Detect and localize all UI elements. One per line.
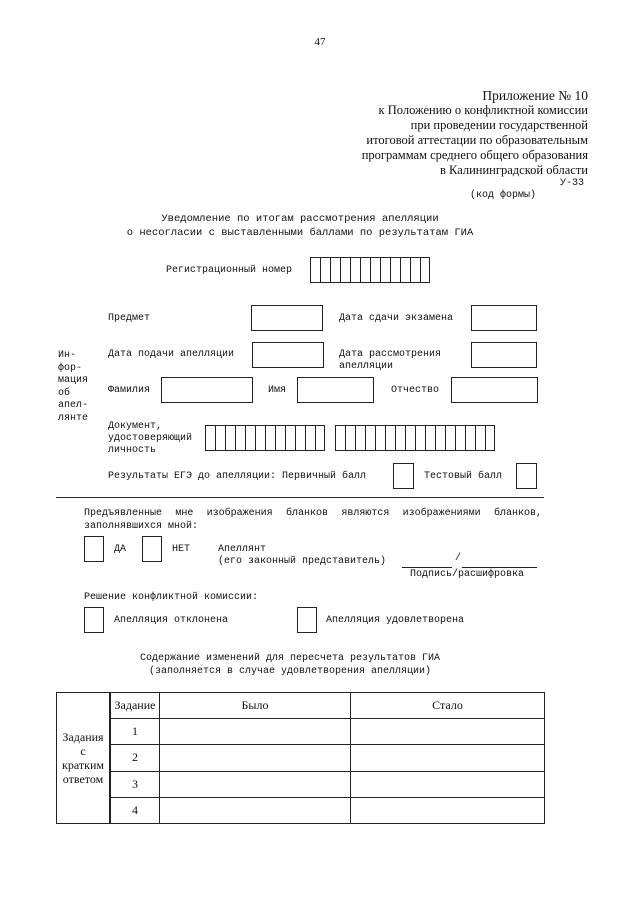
surname-field[interactable] (161, 377, 253, 403)
reg-number-cells[interactable] (310, 257, 430, 283)
test-score-label: Тестовый балл (424, 471, 503, 482)
exam-date-field[interactable] (471, 305, 537, 331)
name-field[interactable] (297, 377, 374, 403)
became-cell[interactable] (351, 797, 545, 823)
was-cell[interactable] (160, 797, 351, 823)
document-number-cells[interactable] (335, 425, 495, 451)
exam-date-label: Дата сдачи экзамена (339, 313, 454, 324)
table-row (57, 797, 545, 823)
was-cell[interactable] (160, 771, 351, 797)
table-row (57, 745, 545, 771)
task-number: 4 (110, 797, 160, 823)
appendix-line: в Калининградской области (440, 163, 588, 177)
primary-score-field[interactable] (393, 463, 414, 489)
row-header: Задания с кратким ответом (57, 693, 111, 824)
review-date-label: Дата рассмотрения апелляции (339, 349, 442, 372)
form-code: У-33 (559, 178, 584, 189)
task-number: 3 (110, 771, 160, 797)
was-cell[interactable] (160, 745, 351, 771)
satisfied-label: Апелляция удовлетворена (326, 615, 465, 626)
appeal-date-field[interactable] (252, 342, 324, 368)
yes-checkbox[interactable] (84, 536, 104, 562)
applicant-info-label: Ин- фор- мация об апел- лянте (58, 350, 89, 424)
signature-line[interactable] (402, 567, 452, 568)
became-cell[interactable] (351, 745, 545, 771)
patronymic-label: Отчество (391, 385, 440, 396)
changes-table (56, 692, 545, 824)
name-label: Имя (268, 385, 287, 396)
images-statement: Предъявленные мне изображения бланков являются изображениями бланков, заполнявшихся мной: (84, 508, 542, 532)
title-line: о несогласии с выставленными баллами по результатам ГИА (126, 227, 474, 239)
form-code-label: (код формы) (469, 190, 536, 201)
signature-slash: / (455, 553, 462, 564)
page-number: 47 (314, 36, 326, 48)
no-checkbox[interactable] (142, 536, 162, 562)
appendix-line: программам среднего общего образования (361, 148, 588, 162)
yes-label: ДА (114, 544, 127, 555)
task-number: 1 (110, 719, 160, 745)
appendix-title: Приложение № 10 (482, 88, 588, 103)
signature-decoding-line[interactable] (462, 567, 537, 568)
form-title (0, 212, 600, 240)
was-cell[interactable] (160, 719, 351, 745)
document-label: Документ, удостоверяющий личность (108, 421, 193, 456)
became-cell[interactable] (351, 771, 545, 797)
review-date-field[interactable] (471, 342, 537, 368)
document-series-cells[interactable] (205, 425, 325, 451)
decision-heading: Решение конфликтной комиссии: (84, 592, 259, 603)
patronymic-field[interactable] (451, 377, 538, 403)
test-score-field[interactable] (516, 463, 537, 489)
results-label: Результаты ЕГЭ до апелляции: Первичный балл (108, 471, 367, 482)
changes-caption-line: (заполняется в случае удовлетворения апелляции) (148, 666, 432, 677)
appendix-line: при проведении государственной (410, 118, 588, 132)
col-became-header: Стало (351, 693, 545, 719)
col-was-header: Было (160, 693, 351, 719)
table-row (57, 719, 545, 745)
col-task-header: Задание (110, 693, 160, 719)
appendix-line: итоговой аттестации по образовательным (366, 133, 588, 147)
surname-label: Фамилия (108, 385, 151, 396)
reg-number-label: Регистрационный номер (166, 265, 293, 276)
appellant-label: Апеллянт (218, 544, 267, 555)
subject-label: Предмет (108, 313, 151, 324)
appendix-line: к Положению о конфликтной комиссии (378, 103, 588, 117)
rejected-checkbox[interactable] (84, 607, 104, 633)
title-line: Уведомление по итогам рассмотрения апелляции (161, 213, 439, 225)
rejected-label: Апелляция отклонена (114, 615, 229, 626)
divider (56, 497, 544, 498)
satisfied-checkbox[interactable] (297, 607, 317, 633)
changes-caption-line: Содержание изменений для пересчета результатов ГИА (139, 653, 441, 664)
table-row (57, 771, 545, 797)
appellant-rep-label: (его законный представитель) (218, 556, 387, 567)
appeal-date-label: Дата подачи апелляции (108, 349, 235, 360)
no-label: НЕТ (172, 544, 191, 555)
changes-caption (0, 652, 580, 678)
subject-field[interactable] (251, 305, 323, 331)
task-number: 2 (110, 745, 160, 771)
became-cell[interactable] (351, 719, 545, 745)
appendix-header (362, 88, 588, 178)
signature-caption: Подпись/расшифровка (410, 569, 525, 580)
